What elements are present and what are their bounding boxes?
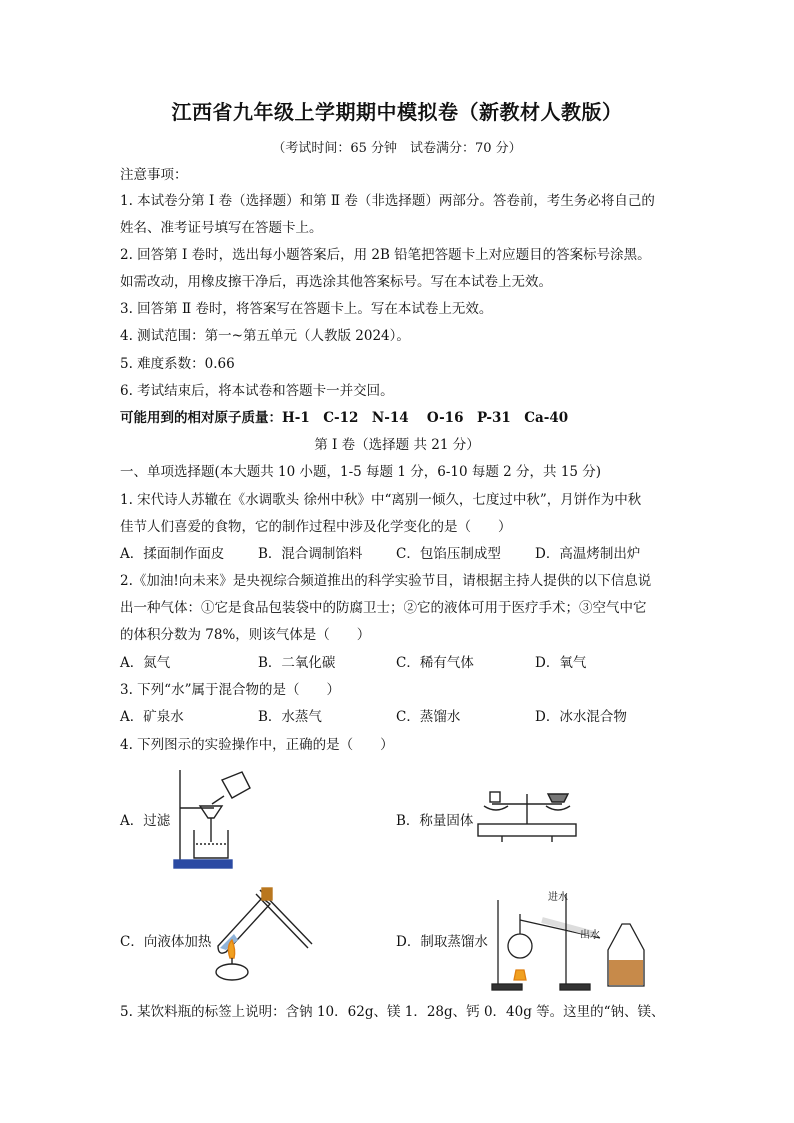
q1-option-c: C．包馅压制成型 xyxy=(396,546,501,562)
distillation-apparatus-illustration xyxy=(490,880,650,992)
heating-liquid-illustration xyxy=(204,884,314,984)
question-4-stem: 4. 下列图示的实验操作中，正确的是（ ） xyxy=(120,737,394,753)
q4-option-d: D．制取蒸馏水 xyxy=(396,934,488,950)
question-5-stem: 5. 某饮料瓶的标签上说明：含钠 10．62g、镁 1．28g、钙 0．40g 等。这里的“钠、镁、 xyxy=(120,1004,665,1020)
q1-option-b: B．混合调制馅料 xyxy=(258,546,363,562)
exam-info: （考试时间：65 分钟 试卷满分：70 分） xyxy=(272,141,522,156)
filtration-apparatus-illustration xyxy=(170,764,270,872)
water-outlet-label: 出水 xyxy=(580,930,600,941)
balance-scale-illustration xyxy=(472,780,582,846)
atomic-mass-line: 可能用到的相对原子质量：H-1 C-12 N-14 O-16 P-31 Ca-40 xyxy=(120,410,569,426)
water-inlet-label: 进水 xyxy=(548,892,568,903)
question-1-stem: 1. 宋代诗人苏辙在《水调歌头 徐州中秋》中“离别一倾久，七度过中秋”，月饼作为中秋 xyxy=(120,492,642,508)
q4-option-b: B．称量固体 xyxy=(396,813,474,829)
question-3-stem: 3. 下列“水”属于混合物的是（ ） xyxy=(120,682,340,698)
q2-option-c: C．稀有气体 xyxy=(396,655,474,671)
note-line: 4. 测试范围：第一~第五单元（人教版 2024）。 xyxy=(120,328,410,344)
question-2-stem: 的体积分数为 78%，则该气体是（ ） xyxy=(120,627,371,643)
note-line: 1. 本试卷分第 I 卷（选择题）和第 Ⅱ 卷（非选择题）两部分。答卷前，考生务必将自己的 xyxy=(120,193,655,209)
section-instruction: 一、单项选择题(本大题共 10 小题，1-5 每题 1 分，6-10 每题 2 分，共 15 分) xyxy=(120,464,602,480)
note-line: 如需改动，用橡皮擦干净后，再选涂其他答案标号。写在本试卷上无效。 xyxy=(120,274,552,290)
note-line: 姓名、准考证号填写在答题卡上。 xyxy=(120,220,323,236)
question-2-stem: 出一种气体：①它是食品包装袋中的防腐卫士；②它的液体可用于医疗手术；③空气中它 xyxy=(120,600,647,616)
note-line: 3. 回答第 Ⅱ 卷时，将答案写在答题卡上。写在本试卷上无效。 xyxy=(120,301,493,317)
q3-option-d: D．冰水混合物 xyxy=(535,709,627,725)
question-1-stem: 佳节人们喜爱的食物，它的制作过程中涉及化学变化的是（ ） xyxy=(120,519,512,535)
q3-option-b: B．水蒸气 xyxy=(258,709,322,725)
q2-option-a: A．氮气 xyxy=(120,655,171,671)
note-line: 2. 回答第 I 卷时，选出每小题答案后，用 2B 铅笔把答题卡上对应题目的答案标号涂黑。 xyxy=(120,247,651,263)
q4-option-c: C．向液体加热 xyxy=(120,934,212,950)
q2-option-d: D．氧气 xyxy=(535,655,587,671)
q3-option-a: A．矿泉水 xyxy=(120,709,184,725)
section-title: 第 I 卷（选择题 共 21 分） xyxy=(314,437,480,453)
notes-heading: 注意事项： xyxy=(120,167,188,183)
note-line: 6. 考试结束后，将本试卷和答题卡一并交回。 xyxy=(120,383,394,399)
q3-option-c: C．蒸馏水 xyxy=(396,709,461,725)
q4-option-a: A．过滤 xyxy=(120,813,171,829)
note-line: 5. 难度系数：0.66 xyxy=(120,356,235,372)
question-2-stem: 2.《加油!向未来》是央视综合频道推出的科学实验节目，请根据主持人提供的以下信息说 xyxy=(120,573,652,589)
q1-option-a: A．揉面制作面皮 xyxy=(120,546,225,562)
q1-option-d: D．高温烤制出炉 xyxy=(535,546,641,562)
q2-option-b: B．二氧化碳 xyxy=(258,655,336,671)
page-title: 江西省九年级上学期期中模拟卷（新教材人教版） xyxy=(171,100,623,124)
